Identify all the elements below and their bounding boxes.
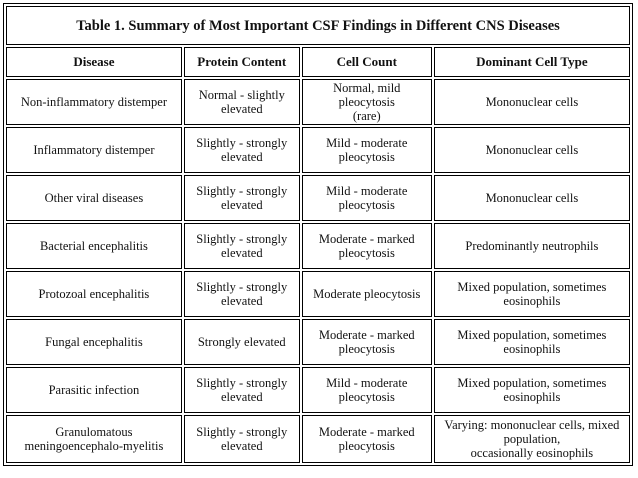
table-row (6, 127, 630, 173)
cell-text-line: Parasitic infection (48, 383, 140, 397)
table-row (6, 367, 630, 413)
cell-cell-count (302, 127, 432, 173)
cell-text-line: Slightly - strongly (196, 136, 288, 150)
cell-cell-count (302, 319, 432, 365)
cell-text-line: elevated (220, 198, 263, 212)
cell-disease (6, 175, 182, 221)
cell-disease (6, 79, 182, 125)
cell-text-line: pleocytosis (338, 439, 395, 453)
cell-text-line: pleocytosis (338, 198, 395, 212)
cell-text-line: Mild - moderate (326, 136, 408, 150)
cell-text-line: Predominantly neutrophils (465, 239, 599, 253)
cell-cell-count (302, 271, 432, 317)
cell-disease (6, 127, 182, 173)
cell-cell-count (302, 223, 432, 269)
cell-text-line: meningoencephalo-myelitis (24, 439, 164, 453)
cell-text-line: Slightly - strongly (196, 232, 288, 246)
cell-text-line: Slightly - strongly (196, 280, 288, 294)
cell-protein-content (184, 415, 300, 463)
cell-text-line: Normal - slightly (198, 88, 285, 102)
header-dominant-cell-type: Dominant Cell Type (434, 47, 630, 77)
cell-text-line: Slightly - strongly (196, 184, 288, 198)
cell-text-line: Non-inflammatory distemper (20, 95, 167, 109)
cell-protein-content (184, 223, 300, 269)
cell-cell-count (302, 79, 432, 125)
cell-text-line: Mononuclear cells (485, 95, 579, 109)
cell-text-line: eosinophils (503, 342, 561, 356)
cell-protein-content (184, 319, 300, 365)
cell-disease (6, 319, 182, 365)
cell-protein-content (184, 79, 300, 125)
cell-dominant-cell-type (434, 319, 630, 365)
table-title: Table 1. Summary of Most Important CSF Findings in Different CNS Diseases (6, 6, 630, 45)
cell-text-line: Mild - moderate (326, 184, 408, 198)
cell-dominant-cell-type (434, 127, 630, 173)
cell-text-line: elevated (220, 390, 263, 404)
cell-disease (6, 223, 182, 269)
cell-text-line: eosinophils (503, 294, 561, 308)
csf-table-frame (3, 3, 633, 475)
cell-text-line: Slightly - strongly (196, 425, 288, 439)
cell-text-line: Inflammatory distemper (33, 143, 155, 157)
cell-disease (6, 271, 182, 317)
csf-findings-table (3, 3, 633, 466)
cell-text-line: population, (503, 432, 561, 446)
cell-cell-count (302, 175, 432, 221)
cell-disease (6, 367, 182, 413)
cell-text-line: Bacterial encephalitis (39, 239, 148, 253)
cell-text-line: pleocytosis (338, 342, 395, 356)
cell-text-line: Other viral diseases (44, 191, 144, 205)
table-row (6, 271, 630, 317)
cell-text-line: Slightly - strongly (196, 376, 288, 390)
cell-text-line: elevated (220, 150, 263, 164)
cell-protein-content (184, 175, 300, 221)
table-row (6, 175, 630, 221)
cell-text-line: Strongly elevated (197, 335, 286, 349)
cell-dominant-cell-type (434, 223, 630, 269)
table-row (6, 415, 630, 463)
cell-text-line: pleocytosis (338, 390, 395, 404)
cell-text-line: Mixed population, sometimes (457, 280, 607, 294)
cell-text-line: elevated (220, 246, 263, 260)
cell-text-line: Mononuclear cells (485, 143, 579, 157)
cell-dominant-cell-type (434, 175, 630, 221)
cell-text-line: Fungal encephalitis (45, 335, 143, 349)
table-body (6, 79, 630, 463)
cell-text-line: elevated (220, 294, 263, 308)
cell-protein-content (184, 367, 300, 413)
cell-cell-count (302, 415, 432, 463)
cell-text-line: Moderate - marked (318, 328, 415, 342)
cell-dominant-cell-type (434, 271, 630, 317)
table-row (6, 79, 630, 125)
cell-text-line: elevated (220, 102, 263, 116)
cell-text-line: eosinophils (503, 390, 561, 404)
cell-text-line: Mild - moderate (326, 376, 408, 390)
cell-dominant-cell-type (434, 367, 630, 413)
cell-dominant-cell-type (434, 415, 630, 463)
cell-text-line: Granulomatous (55, 425, 133, 439)
header-protein-content: Protein Content (184, 47, 300, 77)
cell-text-line: Moderate - marked (318, 425, 415, 439)
cell-text-line: Protozoal encephalitis (38, 287, 150, 301)
cell-text-line: Normal, mild pleocytosis (333, 81, 401, 109)
cell-text-line: Mononuclear cells (485, 191, 579, 205)
header-disease: Disease (6, 47, 182, 77)
cell-protein-content (184, 127, 300, 173)
cell-text-line: Mixed population, sometimes (457, 328, 607, 342)
cell-text-line: pleocytosis (338, 246, 395, 260)
cell-text-line: Moderate - marked (318, 232, 415, 246)
cell-protein-content (184, 271, 300, 317)
cell-text-line: Mixed population, sometimes (457, 376, 607, 390)
table-row (6, 223, 630, 269)
header-cell-count: Cell Count (302, 47, 432, 77)
cell-text-line: Varying: mononuclear cells, mixed (444, 418, 620, 432)
cell-disease (6, 415, 182, 463)
cell-text-line: Moderate pleocytosis (313, 287, 421, 301)
cell-text-line: pleocytosis (338, 150, 395, 164)
table-row (6, 319, 630, 365)
cell-text-line: occasionally eosinophils (470, 446, 594, 460)
cell-text-line: elevated (220, 439, 263, 453)
cell-dominant-cell-type (434, 79, 630, 125)
cell-text-line: (rare) (352, 109, 381, 123)
cell-cell-count (302, 367, 432, 413)
